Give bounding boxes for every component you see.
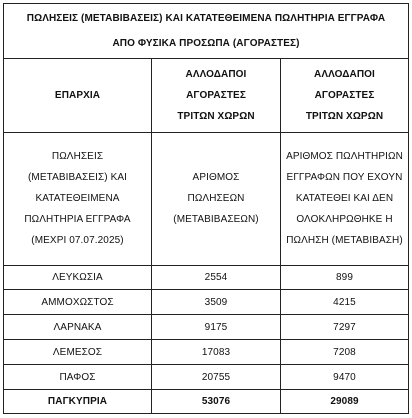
subheader-line: ΚΑΤΑΤΕΘΕΙΜΕΝΑ [35, 193, 120, 205]
sales-cell: 9175 [152, 315, 281, 340]
contracts-cell: 9470 [281, 365, 409, 390]
subheader-sales [152, 132, 281, 265]
subheader-line: (ΜΕΤΑΒΙΒΑΣΕΙΣ) ΚΑΙ [28, 172, 127, 184]
table-row [4, 315, 409, 340]
sales-cell: 20755 [152, 365, 281, 390]
header-contracts [281, 59, 409, 133]
total-row [4, 390, 409, 414]
district-cell: ΠΑΦΟΣ [4, 365, 152, 390]
total-sales-cell: 53076 [152, 390, 281, 414]
district-cell: ΛΕΜΕΣΟΣ [4, 340, 152, 365]
subheader-line: ΑΡΙΘΜΟΣ ΠΩΛΗΤΗΡΙΩΝ [286, 151, 403, 163]
total-contracts-cell: 29089 [281, 390, 409, 414]
header-line: ΤΡΙΤΩΝ ΧΩΡΩΝ [177, 110, 255, 122]
subheader-line: (ΜΕΤΑΒΙΒΑΣΕΩΝ) [173, 214, 259, 226]
subheader-line: ΚΑΤΑΤΕΘΕΙ ΚΑΙ ΔΕΝ [295, 193, 394, 205]
table-row [4, 340, 409, 365]
subheader-line: ΠΩΛΗΤΗΡΙΑ ΕΓΓΡΑΦΑ [24, 214, 131, 226]
table-row [4, 365, 409, 390]
title-row [4, 4, 409, 59]
header-district: ΕΠΑΡΧΙΑ [4, 59, 152, 133]
sales-cell: 17083 [152, 340, 281, 365]
header-line: ΤΡΙΤΩΝ ΧΩΡΩΝ [305, 110, 384, 122]
subheader-line: ΠΩΛΗΣΗ (ΜΕΤΑΒΙΒΑΣΗ) [286, 235, 403, 247]
header-line: ΑΓΟΡΑΣΤΕΣ [186, 89, 246, 101]
district-cell: ΑΜΜΟΧΩΣΤΟΣ [4, 290, 152, 315]
table-title [4, 4, 409, 59]
contracts-cell: 7297 [281, 315, 409, 340]
subheader-line: ΟΛΟΚΛΗΡΩΘΗΚΕ Η [296, 214, 393, 226]
district-cell: ΛΑΡΝΑΚΑ [4, 315, 152, 340]
sales-cell: 2554 [152, 265, 281, 290]
table-row [4, 265, 409, 290]
header-row [4, 59, 409, 133]
header-sales [152, 59, 281, 133]
subheader-line: ΠΩΛΗΣΕΩΝ [187, 193, 245, 205]
header-line: ΑΛΛΟΔΑΠΟΙ [185, 68, 247, 80]
district-cell: ΛΕΥΚΩΣΙΑ [4, 265, 152, 290]
subheader-description [4, 132, 152, 265]
total-district-cell: ΠΑΓΚΥΠΡΙΑ [4, 390, 152, 414]
sales-cell: 3509 [152, 290, 281, 315]
table-row [4, 290, 409, 315]
header-line: ΑΓΟΡΑΣΤΕΣ [314, 89, 375, 101]
header-line: ΑΛΛΟΔΑΠΟΙ [314, 68, 375, 80]
subheader-contracts [281, 132, 409, 265]
subheader-line: (ΜΕΧΡΙ 07.07.2025) [31, 235, 124, 247]
subheader-line: ΕΓΓΡΑΦΩΝ ΠΟΥ ΕΧΟΥΝ [286, 172, 403, 184]
title-line-2: ΑΠΟ ΦΥΣΙΚΑ ΠΡΟΣΩΠΑ (ΑΓΟΡΑΣΤΕΣ) [112, 38, 300, 49]
contracts-cell: 899 [281, 265, 409, 290]
title-line-1: ΠΩΛΗΣΕΙΣ (ΜΕΤΑΒΙΒΑΣΕΙΣ) ΚΑΙ ΚΑΤΑΤΕΘΕΙΜΕΝΑ ΠΩΛΗΤΗΡΙΑ ΕΓΓΡΑΦΑ [26, 13, 386, 24]
subheader-line: ΠΩΛΗΣΕΙΣ [51, 151, 104, 163]
contracts-cell: 7208 [281, 340, 409, 365]
subheader-line: ΑΡΙΘΜΟΣ [192, 172, 240, 184]
contracts-cell: 4215 [281, 290, 409, 315]
subheader-row [4, 132, 409, 265]
data-table [3, 3, 408, 414]
